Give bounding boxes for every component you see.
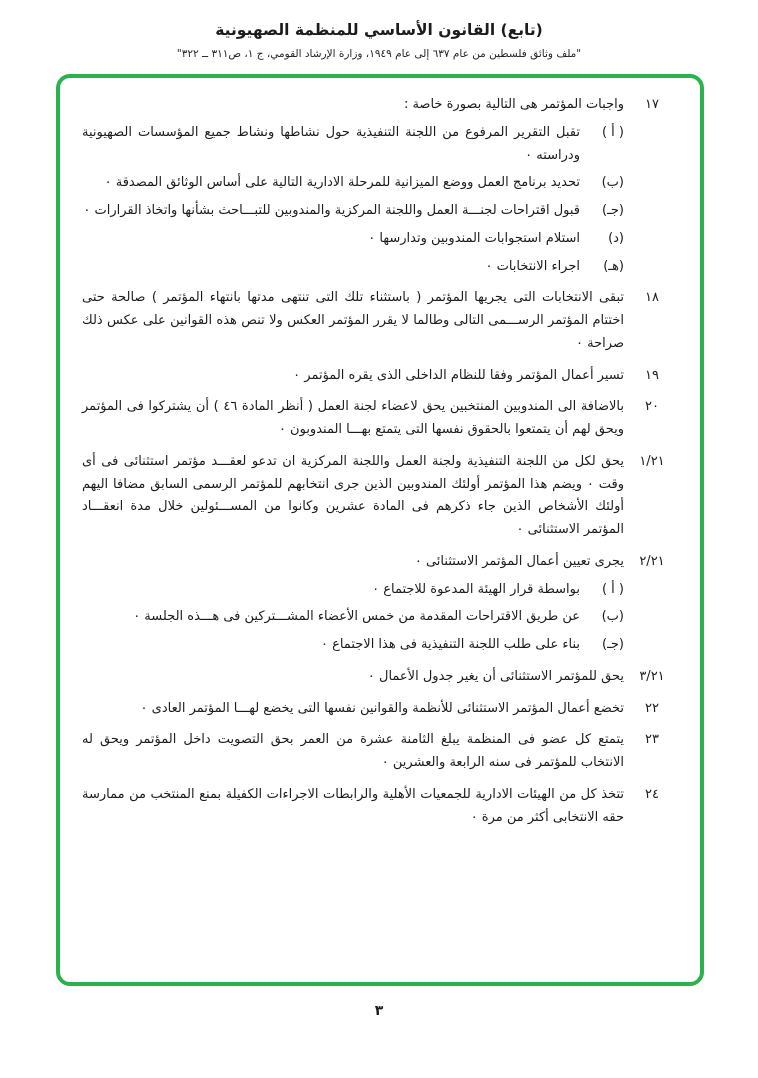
article-text: تسير أعمال المؤتمر وفقا للنظام الداخلى الذى يقره المؤتمر ٠ xyxy=(293,367,624,383)
article xyxy=(82,365,680,388)
article-text: يحق لكل من اللجنة التنفيذية ولجنة العمل واللجنة المركزية ان تدعو لعقـــد مؤتمر استثنائى فى أى وقت ٠ ويضم هذا المؤتمر أولئك المندوبين الذين جرى انتخابهم للمؤتمر الرسمى السابق مضافا اليهم أولئك الأشخاص الذين جاء ذكرهم فى المادة عشرين وكانوا من المســـئولين خلال مدة انعقـــاد المؤتمر الاستثنائى ٠ xyxy=(82,453,624,538)
article-body xyxy=(82,94,624,278)
article-subitem xyxy=(82,122,624,168)
article-body xyxy=(82,396,624,442)
article-subitem xyxy=(82,172,624,195)
article-number: ١٧ xyxy=(645,97,659,113)
subitem-label: (د) xyxy=(608,230,624,246)
subitem-label: (جـ) xyxy=(602,637,624,653)
article-body xyxy=(82,784,624,830)
article xyxy=(82,784,680,830)
article xyxy=(82,729,680,775)
article xyxy=(82,287,680,355)
article-number: ٢٢ xyxy=(645,700,659,716)
subitem-text: تقبل التقرير المرفوع من اللجنة التنفيذية حول نشاطها ونشاط جميع المؤسسات الصهيونية ودراسته ٠ xyxy=(82,124,580,163)
article-text: يحق للمؤتمر الاستثنائى أن يغير جدول الأعمال ٠ xyxy=(367,668,624,684)
article-body xyxy=(82,551,624,657)
article-number: ٢/٢١ xyxy=(639,553,665,569)
subitem-text: بناء على طلب اللجنة التنفيذية فى هذا الاجتماع ٠ xyxy=(320,637,580,653)
article xyxy=(82,551,680,657)
article-text: تخضع أعمال المؤتمر الاستثنائى للأنظمة والقوانين نفسها التى يخضع لهـــا المؤتمر العادى ٠ xyxy=(140,700,624,716)
page-footer xyxy=(0,986,758,1035)
subitem-label: (هـ) xyxy=(603,258,624,274)
subitem-label: (ب) xyxy=(601,609,624,625)
subitem-text: بواسطة قرار الهيئة المدعوة للاجتماع ٠ xyxy=(372,581,580,597)
article-subitem xyxy=(82,200,624,223)
article-number: ١/٢١ xyxy=(639,453,665,469)
source-citation: "ملف وثائق فلسطين من عام ٦٣٧ إلى عام ١٩٤٩، وزارة الإرشاد القومي، ج ١، ص٣١١ ــ ٣٢٢" xyxy=(176,48,582,61)
article-subitem xyxy=(82,579,624,602)
article-number: ٢٠ xyxy=(645,399,659,415)
article-text: يجرى تعيين أعمال المؤتمر الاستثنائى ٠ xyxy=(414,553,624,569)
article xyxy=(82,666,680,689)
article-number: ١٩ xyxy=(645,367,659,383)
article xyxy=(82,698,680,721)
subitem-text: استلام استجوابات المندوبين وتدارسها ٠ xyxy=(368,230,580,246)
subitem-label: ( أ ) xyxy=(601,124,624,140)
article-text: بالاضافة الى المندوبين المنتخبين يحق لاعضاء لجنة العمل ( أنظر المادة ٤٦ ) أن يشتركوا فى المؤتمر ويحق لهم أن يتمتعوا بالحقوق نفسها التى يتمتع بهـــا المندوبون ٠ xyxy=(82,399,624,438)
subitem-label: ( أ ) xyxy=(601,581,624,597)
subitem-text: عن طريق الاقتراحات المقدمة من خمس الأعضاء المشـــتركين فى هـــذه الجلسة ٠ xyxy=(133,609,580,625)
subitem-label: (ب) xyxy=(601,175,624,191)
articles-list xyxy=(82,94,680,829)
article-subitem xyxy=(82,256,624,279)
article-number: ٢٤ xyxy=(645,786,659,802)
article-body xyxy=(82,451,624,542)
article-body xyxy=(82,365,624,388)
article-text: تتخذ كل من الهيئات الادارية للجمعيات الأهلية والرابطات الاجراءات الكفيلة بمنع المنتخب من ممارسة حقه الانتخابى أكثر من مرة ٠ xyxy=(82,786,624,825)
subitem-text: قبول اقتراحات لجنـــة العمل واللجنة المركزية والمندوبين للتبـــاحث بشأنها واتخاذ القرارات ٠ xyxy=(83,203,580,219)
page-number: ٣ xyxy=(374,1003,384,1020)
article-number: ١٨ xyxy=(645,290,659,306)
subitem-label: (جـ) xyxy=(602,203,624,219)
article-text: واجبات المؤتمر هى التالية بصورة خاصة : xyxy=(403,97,624,113)
article-body xyxy=(82,729,624,775)
article-subitem xyxy=(82,606,624,629)
article-number: ٢٣ xyxy=(645,732,659,748)
article-text: يتمتع كل عضو فى المنظمة يبلغ الثامنة عشرة من العمر بحق التصويت داخل المؤتمر ويحق له الانتخاب للمؤتمر فى سنه الرابعة والعشرين ٠ xyxy=(82,732,624,771)
article xyxy=(82,94,680,278)
subitem-text: تحديد برنامج العمل ووضع الميزانية للمرحلة الادارية التالية على أساس الوثائق المصدقة ٠ xyxy=(104,175,580,191)
document-header xyxy=(0,0,758,60)
article-number: ٣/٢١ xyxy=(639,668,665,684)
article-subitem xyxy=(82,634,624,657)
article-subitem xyxy=(82,228,624,251)
article-body xyxy=(82,666,624,689)
article-text: تبقى الانتخابات التى يجريها المؤتمر ( باستثناء تلك التى تنتهى مدتها بانتهاء المؤتمر ) صالحة حتى اختتام المؤتمر الرســـمى التالى وطالما لا يقرر المؤتمر العكس ولا تنص هذه القوانين على عكس ذلك صراحة ٠ xyxy=(82,290,624,351)
article-body xyxy=(82,287,624,355)
article xyxy=(82,396,680,442)
article-body xyxy=(82,698,624,721)
article xyxy=(82,451,680,542)
law-text-frame xyxy=(56,74,704,986)
subitem-text: اجراء الانتخابات ٠ xyxy=(485,258,580,274)
document-title: (تابع) القانون الأساسي للمنظمة الصهيونية xyxy=(215,21,543,39)
